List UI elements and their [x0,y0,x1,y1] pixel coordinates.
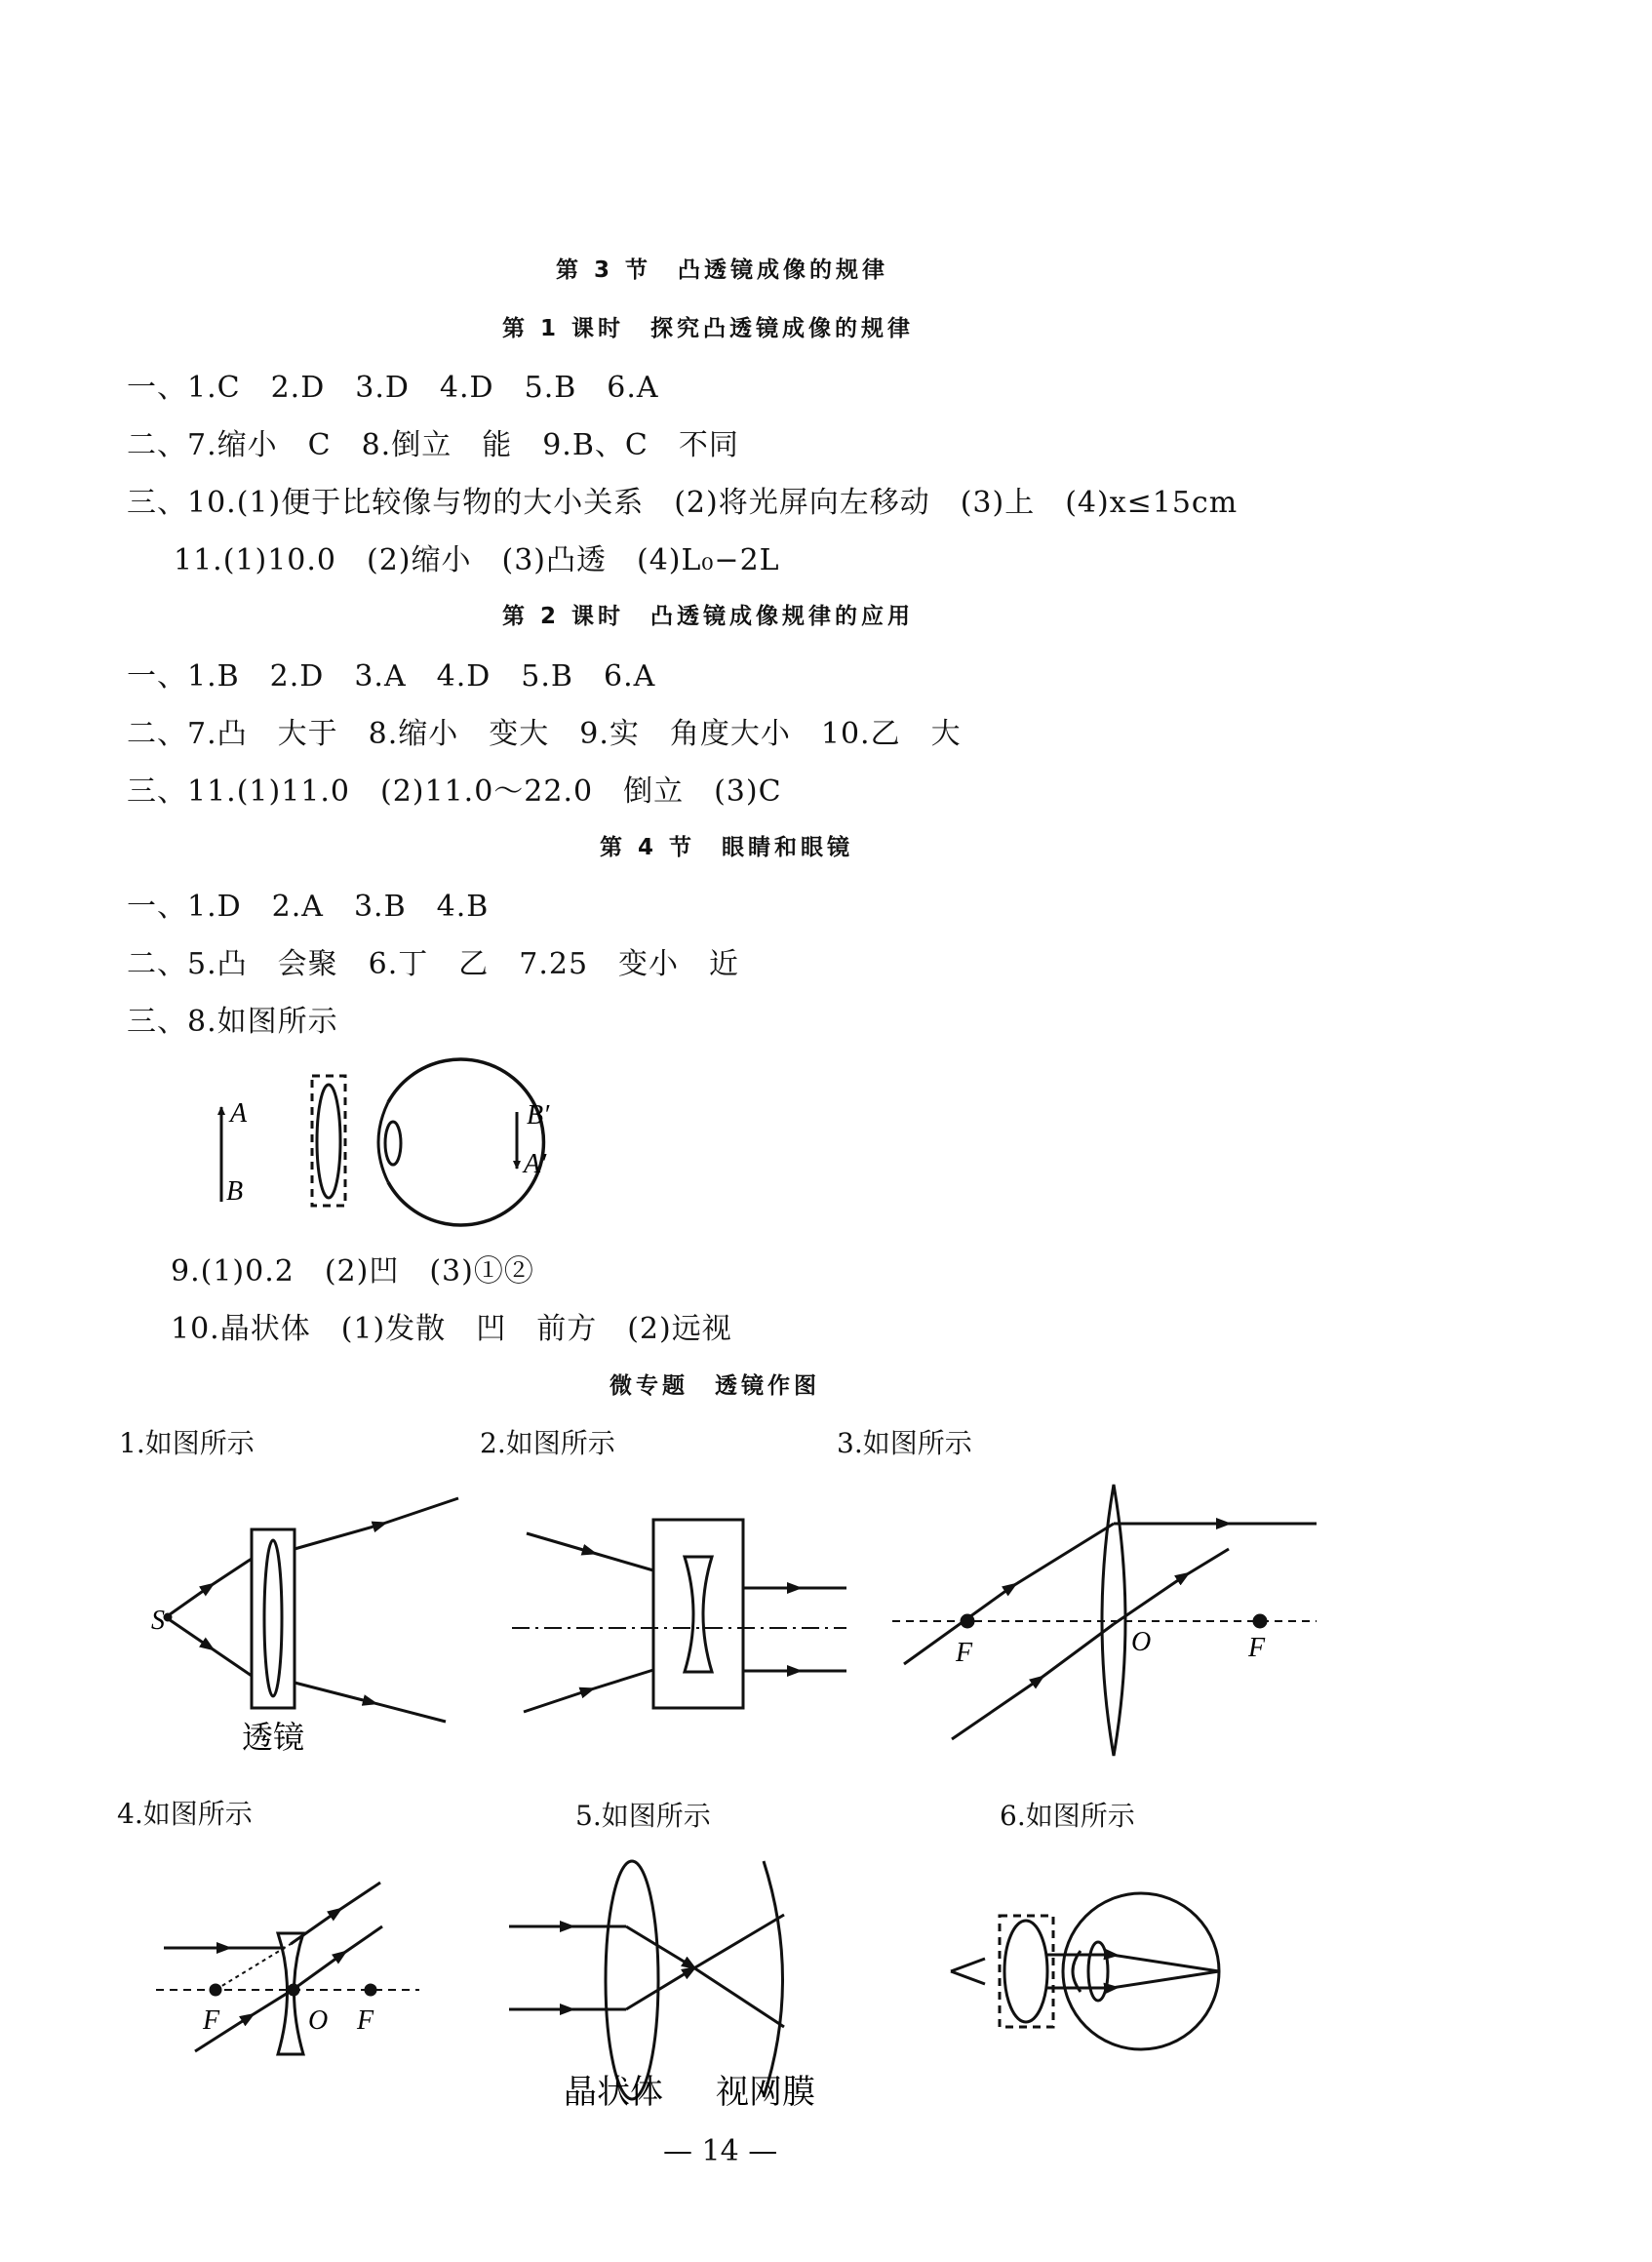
answer-line: 10.晶状体 (1)发散 凹 前方 (2)远视 [171,1312,732,1346]
label-B: B [226,1176,244,1207]
retina [764,1861,783,2097]
label-A-prime: A′ [524,1149,547,1179]
figure-caption: 2.如图所示 [480,1427,615,1459]
fig4-label-F-right: F [357,2005,374,2036]
fig1-label-S: S [151,1606,165,1636]
answer-line: 二、5.凸 会聚 6.丁 乙 7.25 变小 近 [127,947,740,981]
lesson-title: 第 2 课时 凸透镜成像规律的应用 [502,604,915,629]
figure-caption: 4.如图所示 [117,1798,253,1830]
answer-line: 9.(1)0.2 (2)凹 (3)①② [171,1254,534,1289]
fig5-retina-label: 视网膜 [716,2073,815,2112]
crystalline-lens [606,1861,658,2099]
fig5-lens-label: 晶状体 [564,2073,663,2112]
answer-line: 一、1.D 2.A 3.B 4.B [127,890,490,924]
figure-caption: 5.如图所示 [575,1800,711,1832]
fig3-label-O: O [1131,1627,1152,1657]
section-title: 第 3 节 凸透镜成像的规律 [556,258,889,283]
label-B-prime: B′ [527,1100,550,1131]
label-A: A [230,1098,248,1129]
figure-5 [509,1861,784,2099]
answer-line: 一、1.B 2.D 3.A 4.D 5.B 6.A [127,659,656,694]
fig3-label-F-right: F [1248,1633,1266,1663]
answer-line: 11.(1)10.0 (2)缩小 (3)凸透 (4)L₀−2L [174,543,780,577]
figure-caption: 3.如图所示 [837,1427,972,1459]
fig4-label-F-left: F [203,2005,220,2036]
fig1-lens-label: 透镜 [242,1719,305,1756]
answer-line: 二、7.缩小 C 8.倒立 能 9.B、C 不同 [127,428,739,462]
fig4-label-O: O [308,2005,329,2036]
answer-line: 三、10.(1)便于比较像与物的大小关系 (2)将光屏向左移动 (3)上 (4)x≤15cm [127,486,1239,520]
figure-6 [951,1893,1219,2049]
answer-line: 二、7.凸 大于 8.缩小 变大 9.实 角度大小 10.乙 大 [127,717,962,751]
answer-line: 一、1.C 2.D 3.D 4.D 5.B 6.A [127,371,659,405]
page-number: — 14 — [663,2134,778,2168]
lesson-title: 第 1 课时 探究凸透镜成像的规律 [502,316,915,341]
section-title: 第 4 节 眼睛和眼镜 [600,835,854,860]
figure-caption: 6.如图所示 [1000,1800,1135,1832]
figure-caption: 1.如图所示 [119,1427,255,1459]
figure-4 [156,1883,419,2054]
fig3-label-F-left: F [956,1638,973,1668]
topic-title: 微专题 透镜作图 [610,1373,820,1399]
answer-line: 三、8.如图所示 [127,1005,338,1039]
answer-line: 三、11.(1)11.0 (2)11.0～22.0 倒立 (3)C [127,774,782,809]
